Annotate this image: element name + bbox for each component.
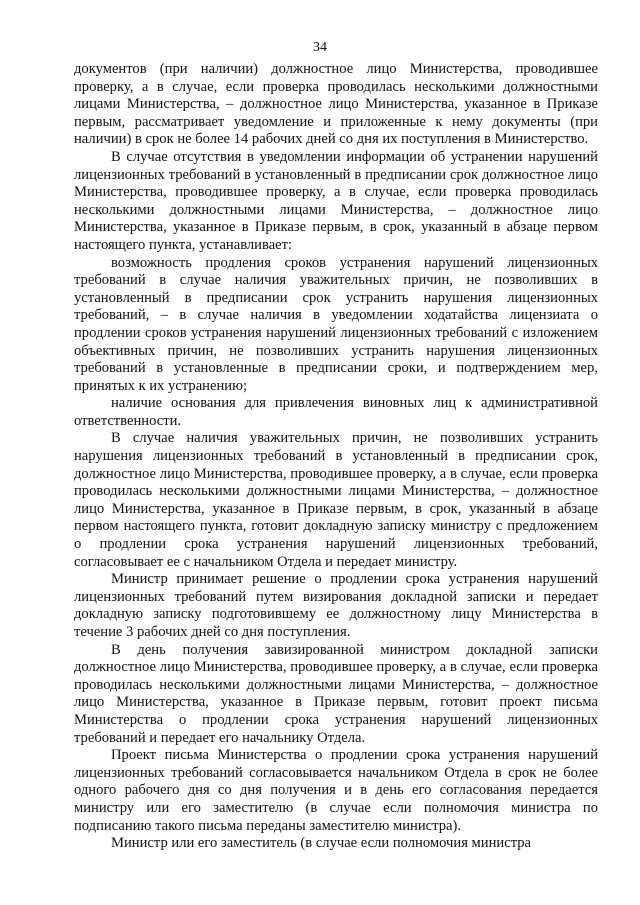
page-number: 34 — [313, 40, 327, 55]
paragraph-administrative-liability: наличие основания для привлечения виновных лиц к административной ответственности. — [74, 395, 598, 429]
paragraph-minister-decision: Министр принимает решение о продлении срока устранения нарушений лицензионных требований путем визирования докладной записки и передает докладную записку подготовившему ее должностному лицу Министерства в течение 3 рабочих дней со дня поступления. — [74, 571, 598, 640]
paragraph-day-of-receipt: В день получения завизированной министром докладной записки должностное лицо Министерства, проводившее проверку, а в случае, если проверка проводилась несколькими должностными лицами Министерства, – должностное лицо Министерства, указанное в Приказе первым, готовит проект письма Министерства о продлении срока устранения нарушений лицензионных требований и передает его начальнику Отдела. — [74, 641, 598, 746]
paragraph-valid-reasons: В случае наличия уважительных причин, не позволивших устранить нарушения лицензионных требований в установленный в предписании срок, должностное лицо Министерства, проводившее проверку, а в случае, если проверка проводилась несколькими должностными лицами Министерства, – должностное лицо Министерства, указанное в Приказе первым, в срок, указанный в абзаце первом настоящего пункта, готовит докладную записку министру с предложением о продлении срока устранения нарушений лицензионных требований, согласовывает ее с начальником Отдела и передает министру. — [74, 430, 598, 570]
paragraph-minister-or-deputy: Министр или его заместитель (в случае если полномочия министра — [111, 835, 532, 852]
paragraph-absence-of-info: В случае отсутствия в уведомлении информации об устранении нарушений лицензионных требований в установленный в предписании срок должностное лицо Министерства, проводившее проверку, а в случае, если проверка проводилась несколькими должностными лицами Министерства, – должностное лицо Министерства, указанное в Приказе первым, в срок, указанный в абзаце первом настоящего пункта, устанавливает: — [74, 148, 598, 253]
paragraph-continuation: документов (при наличии) должностное лицо Министерства, проводившее проверку, а в случае, если проверка проводилась несколькими должностными лицами Министерства, – должностное лицо Министерства, указанное в Приказе первым, рассматривает уведомление и приложенные к нему документы (при наличии) в срок не более 14 рабочих дней со дня их поступления в Министерство. — [74, 61, 598, 148]
paragraph-letter-draft: Проект письма Министерства о продлении срока устранения нарушений лицензионных требований согласовывается начальником Отдела в срок не более одного рабочего дня со дня получения и в день его согласования передается министру или его заместителю (в случае если полномочия министра по подписанию такого письма переданы заместителю министра). — [74, 747, 598, 834]
paragraph-extension-possibility: возможность продления сроков устранения нарушений лицензионных требований в случае наличия уважительных причин, не позволивших в установленный в предписании срок устранить нарушения лицензионных требований, – в случае наличия в уведомлении ходатайства лицензиата о продлении сроков устранения нарушений лицензионных требований с изложением объективных причин, не позволивших устранить нарушения лицензионных требований в установленные в предписании сроки, и подтверждением мер, принятых к их устранению; — [74, 254, 598, 394]
document-body — [74, 61, 598, 853]
